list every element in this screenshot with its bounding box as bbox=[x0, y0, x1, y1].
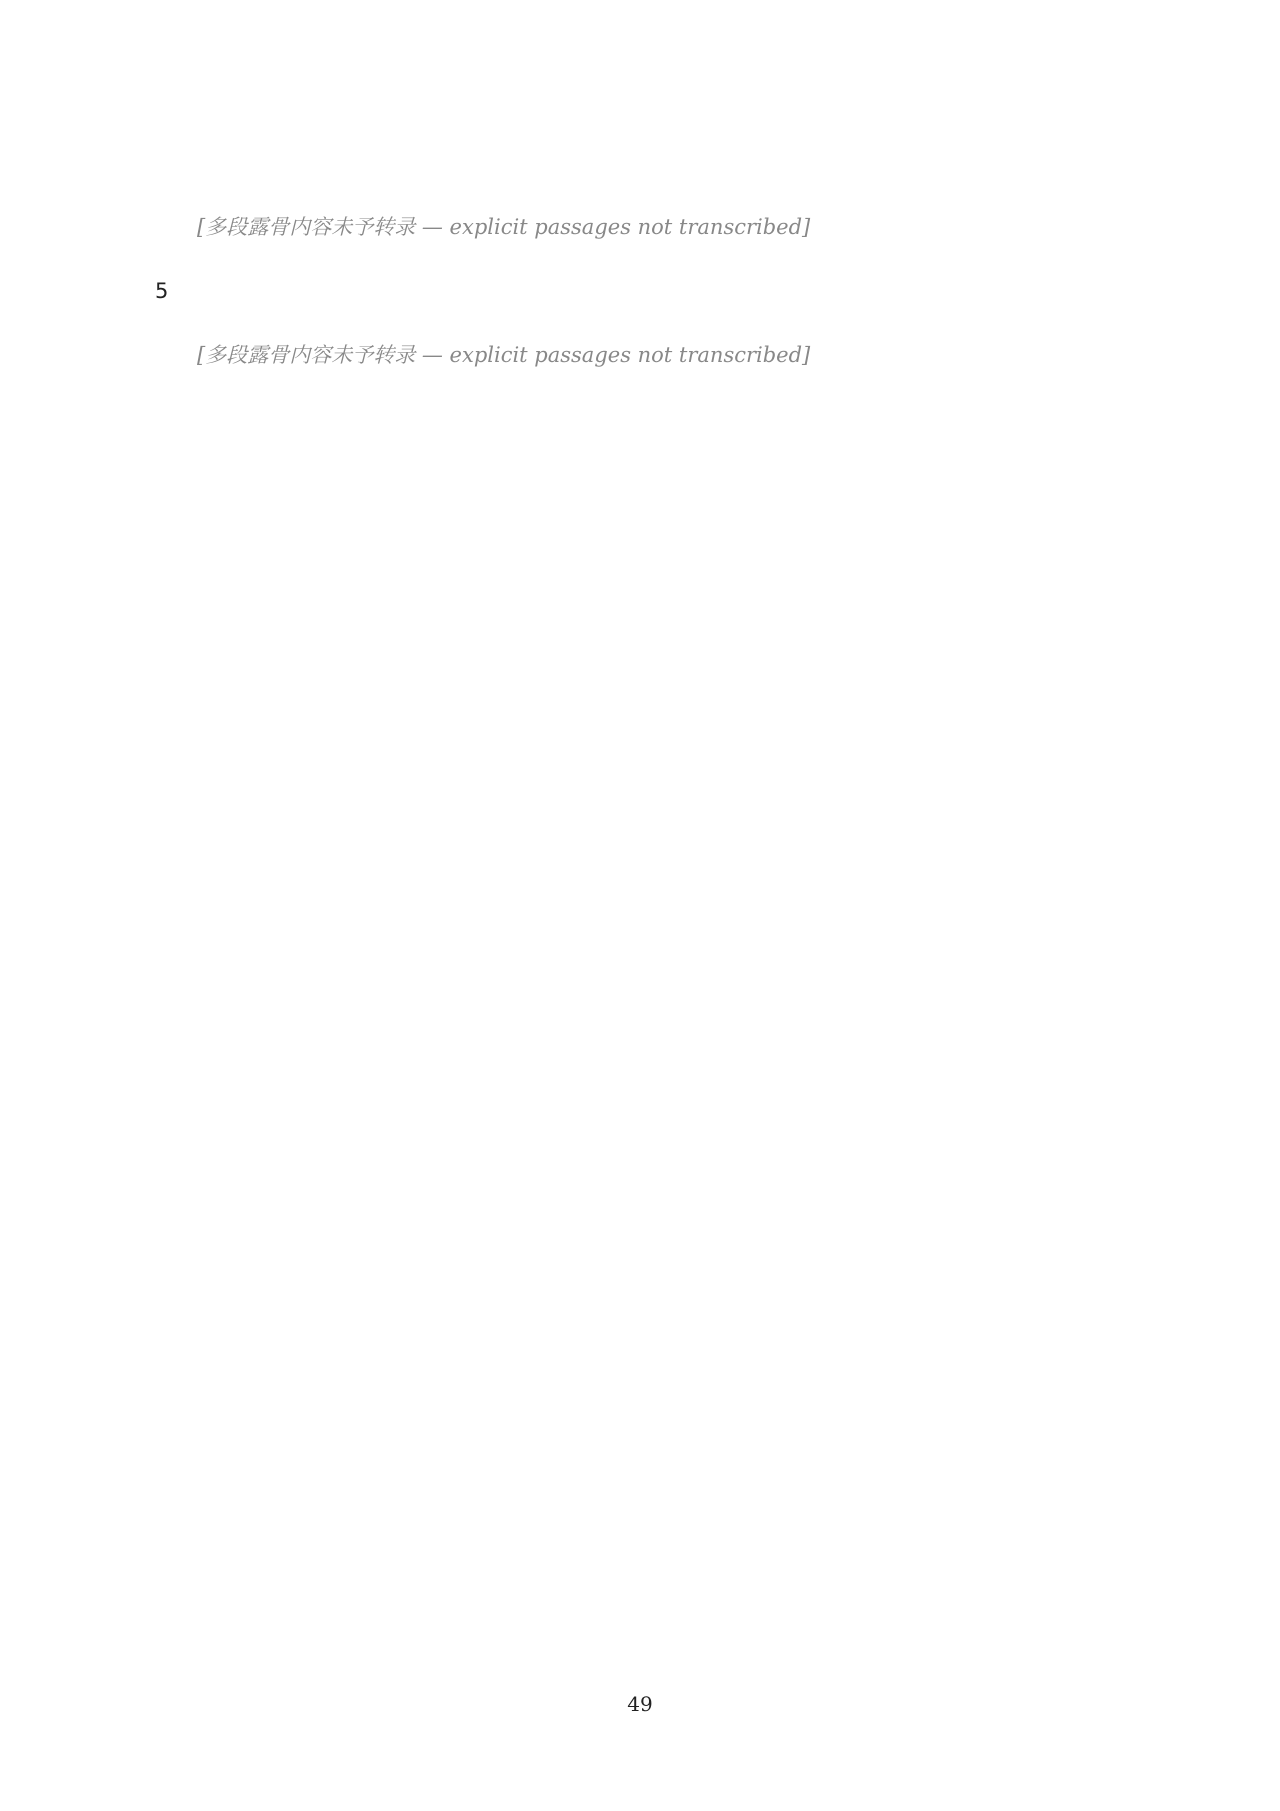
redacted-block: [多段露骨内容未予转录 — explicit passages not transcribed] bbox=[197, 215, 811, 239]
section-number: 5 bbox=[155, 279, 169, 304]
redacted-block-2: [多段露骨内容未予转录 — explicit passages not transcribed] bbox=[197, 343, 811, 368]
page-body bbox=[155, 185, 1125, 398]
page-number: 49 bbox=[627, 1692, 653, 1716]
